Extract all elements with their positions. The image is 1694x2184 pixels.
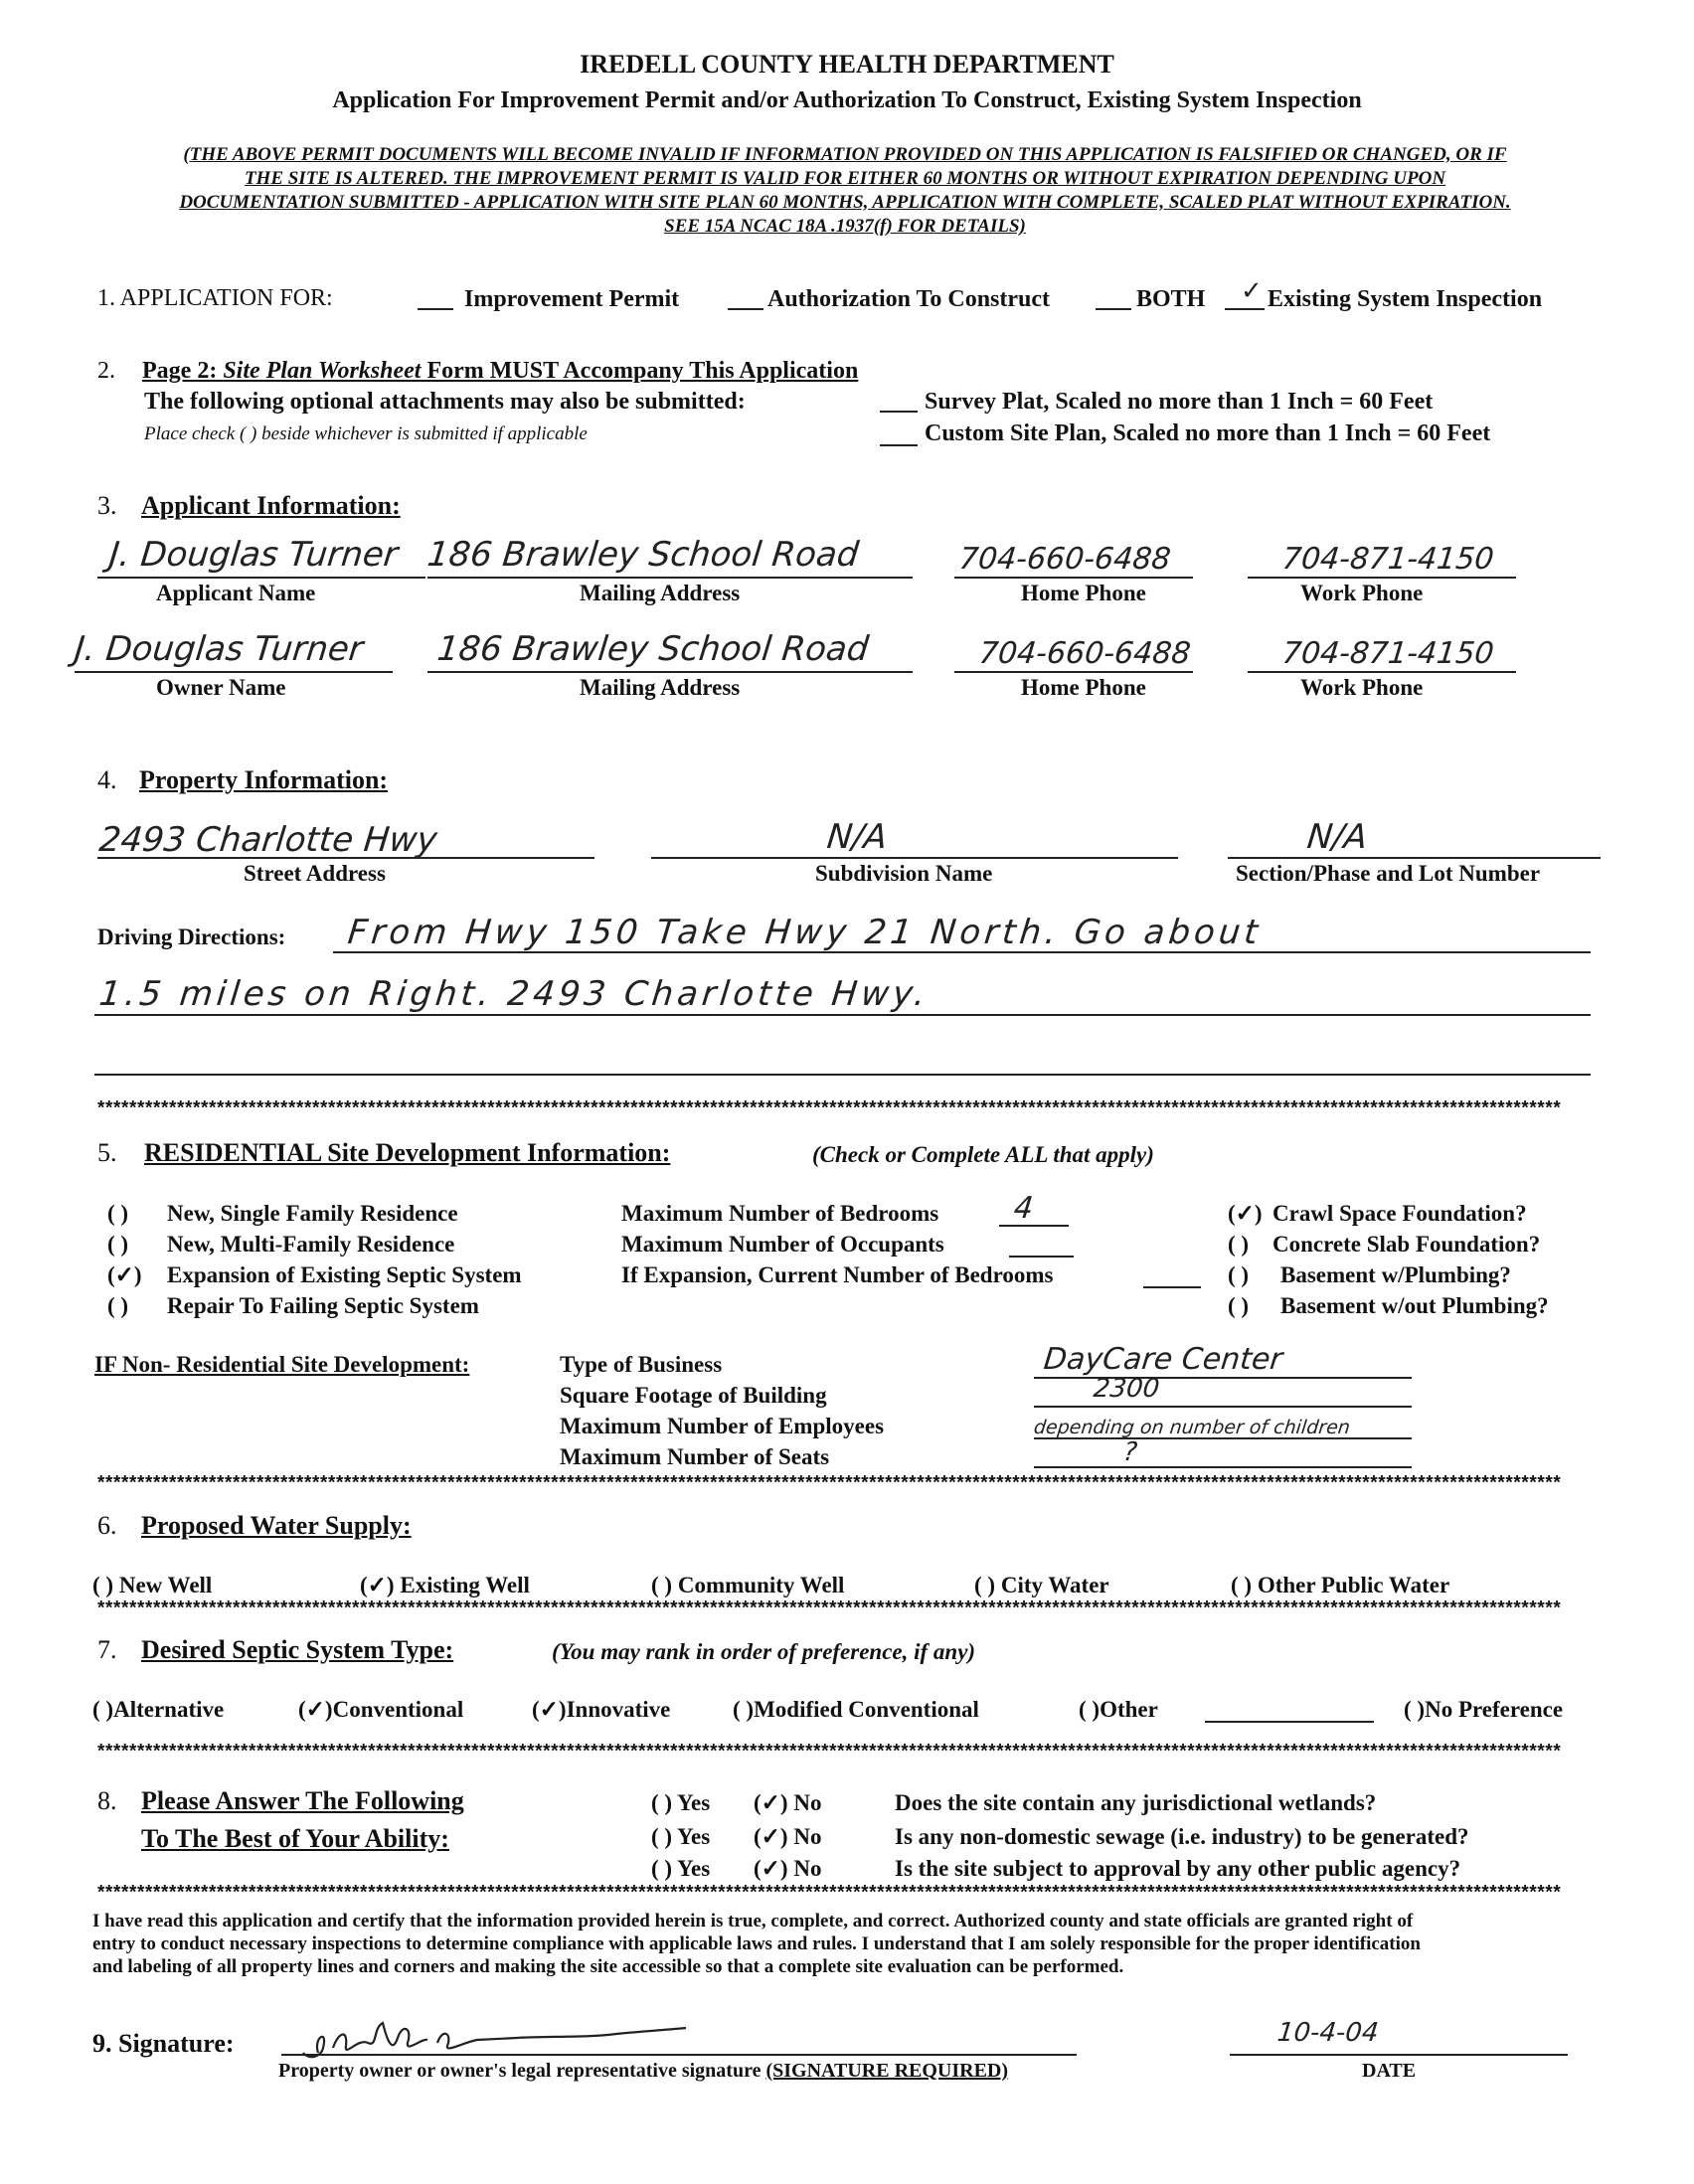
owner-work-phone-label: Work Phone bbox=[1300, 675, 1424, 700]
existing-well-option[interactable]: (✓) Existing Well bbox=[360, 1573, 530, 1597]
answer-following-title-2: To The Best of Your Ability: bbox=[141, 1824, 449, 1853]
section-7-number: 7. bbox=[97, 1635, 117, 1664]
application-for-label: 1. APPLICATION FOR: bbox=[97, 285, 333, 311]
max-employees-value[interactable]: depending on number of children bbox=[1032, 1417, 1352, 1438]
multi-family-check[interactable]: ( ) bbox=[107, 1232, 129, 1257]
applicant-name-label: Applicant Name bbox=[156, 581, 316, 605]
existing-inspection-blank[interactable] bbox=[1225, 308, 1265, 310]
wetlands-no[interactable]: (✓) No bbox=[754, 1790, 822, 1815]
disclaimer-line-4: SEE 15A NCAC 18A .1937(f) FOR DETAILS) bbox=[664, 216, 1026, 237]
certification-line-2: entry to conduct necessary inspections to determine compliance with applicable laws and rules. I understand that I am solely responsible for the proper identification bbox=[92, 1933, 1421, 1954]
existing-inspection-option: Existing System Inspection bbox=[1268, 286, 1543, 312]
both-option: BOTH bbox=[1136, 286, 1206, 312]
sewage-question: Is any non-domestic sewage (i.e. industry) to be generated? bbox=[895, 1824, 1469, 1849]
owner-address-value[interactable]: 186 Brawley School Road bbox=[434, 629, 871, 669]
max-employees-label: Maximum Number of Employees bbox=[560, 1414, 885, 1438]
owner-address-label: Mailing Address bbox=[580, 675, 741, 700]
directions-line-1 bbox=[333, 951, 1591, 953]
applicant-name-line bbox=[97, 577, 425, 579]
wetlands-question: Does the site contain any jurisdictional wetlands? bbox=[895, 1790, 1377, 1815]
separator-3: **************************************************************************************************************************************************************************************** bbox=[95, 1598, 1560, 1620]
max-bedrooms-value[interactable]: 4 bbox=[1012, 1191, 1035, 1226]
subdivision-line bbox=[651, 857, 1178, 859]
disclaimer-line-3: DOCUMENTATION SUBMITTED - APPLICATION WITH SITE PLAN 60 MONTHS, APPLICATION WITH COMPLETE, SCALED PLAT WITHOUT EXPIRATION. bbox=[179, 192, 1511, 213]
wetlands-yes[interactable]: ( ) Yes bbox=[651, 1790, 711, 1815]
max-bedrooms-label: Maximum Number of Bedrooms bbox=[621, 1201, 939, 1226]
owner-name-line bbox=[75, 671, 393, 673]
separator-5: **************************************************************************************************************************************************************************************** bbox=[95, 1883, 1560, 1905]
square-footage-line bbox=[1034, 1406, 1412, 1408]
expansion-label: Expansion of Existing Septic System bbox=[167, 1262, 522, 1287]
septic-type-note: (You may rank in order of preference, if any) bbox=[552, 1639, 976, 1664]
street-address-line bbox=[97, 857, 594, 859]
property-info-title: Property Information: bbox=[139, 765, 389, 794]
applicant-work-phone-line bbox=[1248, 577, 1516, 579]
page-title: IREDELL COUNTY HEALTH DEPARTMENT bbox=[580, 50, 1114, 79]
max-employees-line bbox=[1034, 1437, 1412, 1439]
applicant-address-line bbox=[427, 577, 913, 579]
max-seats-line bbox=[1034, 1466, 1412, 1468]
other-septic-blank[interactable] bbox=[1205, 1721, 1374, 1723]
street-address-label: Street Address bbox=[244, 861, 386, 886]
conventional-option[interactable]: (✓)Conventional bbox=[298, 1697, 464, 1722]
innovative-option[interactable]: (✓)Innovative bbox=[532, 1697, 671, 1722]
basement-plumbing-check[interactable]: ( ) bbox=[1228, 1262, 1250, 1287]
max-seats-label: Maximum Number of Seats bbox=[560, 1444, 830, 1469]
septic-type-title: Desired Septic System Type: bbox=[141, 1635, 454, 1664]
slab-check[interactable]: ( ) bbox=[1228, 1232, 1250, 1257]
max-occupants-line[interactable] bbox=[1009, 1256, 1074, 1258]
authorization-option: Authorization To Construct bbox=[767, 286, 1051, 312]
section-lot-value[interactable]: N/A bbox=[1304, 817, 1370, 857]
applicant-name-value[interactable]: J. Douglas Turner bbox=[106, 535, 400, 575]
signature-label: 9. Signature: bbox=[92, 2029, 235, 2058]
multi-family-label: New, Multi-Family Residence bbox=[167, 1232, 455, 1257]
directions-line-2-value[interactable]: 1.5 miles on Right. 2493 Charlotte Hwy. bbox=[96, 974, 932, 1014]
signature-caption: Property owner or owner's legal representative signature (SIGNATURE REQUIRED) bbox=[278, 2060, 1009, 2082]
applicant-info-title: Applicant Information: bbox=[141, 491, 401, 520]
basement-no-plumbing-check[interactable]: ( ) bbox=[1228, 1293, 1250, 1318]
owner-work-phone-value[interactable]: 704-871-4150 bbox=[1280, 636, 1496, 671]
type-of-business-value[interactable]: DayCare Center bbox=[1042, 1342, 1284, 1377]
repair-check[interactable]: ( ) bbox=[107, 1293, 129, 1318]
driving-directions-label: Driving Directions: bbox=[97, 924, 286, 949]
date-line bbox=[1230, 2054, 1568, 2056]
current-bedrooms-label: If Expansion, Current Number of Bedrooms bbox=[621, 1262, 1054, 1287]
custom-site-plan-option: Custom Site Plan, Scaled no more than 1 Inch = 60 Feet bbox=[925, 420, 1491, 446]
other-public-water-option[interactable]: ( ) Other Public Water bbox=[1231, 1573, 1450, 1597]
section-8-number: 8. bbox=[97, 1786, 117, 1815]
certification-line-3: and labeling of all property lines and corners and making the site accessible so that a complete site evaluation can be performed. bbox=[92, 1956, 1124, 1977]
square-footage-value[interactable]: 2300 bbox=[1092, 1374, 1161, 1404]
applicant-address-label: Mailing Address bbox=[580, 581, 741, 605]
modified-conventional-option[interactable]: ( )Modified Conventional bbox=[733, 1697, 979, 1722]
disclaimer-line-2: THE SITE IS ALTERED. THE IMPROVEMENT PERMIT IS VALID FOR EITHER 60 MONTHS OR WITHOUT EXPIRATION DEPENDING UPON bbox=[244, 168, 1446, 189]
survey-plat-option: Survey Plat, Scaled no more than 1 Inch = 60 Feet bbox=[925, 389, 1434, 415]
residential-note: (Check or Complete ALL that apply) bbox=[812, 1142, 1154, 1167]
section-4-number: 4. bbox=[97, 765, 117, 794]
directions-line-1-value[interactable]: From Hwy 150 Take Hwy 21 North. Go about bbox=[345, 913, 1264, 952]
expansion-check[interactable]: (✓) bbox=[107, 1262, 142, 1287]
directions-line-3[interactable] bbox=[94, 1074, 1591, 1076]
square-footage-label: Square Footage of Building bbox=[560, 1383, 827, 1408]
existing-inspection-check[interactable]: ✓ bbox=[1241, 276, 1263, 305]
type-of-business-label: Type of Business bbox=[560, 1352, 723, 1377]
basement-plumbing-label: Basement w/Plumbing? bbox=[1280, 1262, 1511, 1287]
non-residential-label: IF Non- Residential Site Development: bbox=[94, 1352, 470, 1377]
optional-attachments-text: The following optional attachments may also be submitted: bbox=[144, 389, 746, 415]
owner-work-phone-line bbox=[1248, 671, 1516, 673]
water-supply-title: Proposed Water Supply: bbox=[141, 1511, 412, 1540]
separator-4: **************************************************************************************************************************************************************************************** bbox=[95, 1742, 1560, 1764]
single-family-label: New, Single Family Residence bbox=[167, 1201, 458, 1226]
separator-2: **************************************************************************************************************************************************************************************** bbox=[95, 1473, 1560, 1495]
subdivision-label: Subdivision Name bbox=[815, 861, 993, 886]
sewage-no[interactable]: (✓) No bbox=[754, 1824, 822, 1849]
current-bedrooms-line[interactable] bbox=[1143, 1286, 1201, 1288]
alternative-option[interactable]: ( )Alternative bbox=[92, 1697, 225, 1722]
answer-following-title-1: Please Answer The Following bbox=[141, 1786, 464, 1815]
section-2-number: 2. bbox=[97, 358, 115, 384]
basement-no-plumbing-label: Basement w/out Plumbing? bbox=[1280, 1293, 1549, 1318]
no-preference-option[interactable]: ( )No Preference bbox=[1404, 1697, 1564, 1722]
sewage-yes[interactable]: ( ) Yes bbox=[651, 1824, 711, 1849]
subdivision-value[interactable]: N/A bbox=[824, 817, 890, 857]
street-address-value[interactable]: 2493 Charlotte Hwy bbox=[96, 820, 439, 860]
max-seats-value[interactable]: ? bbox=[1121, 1437, 1139, 1467]
type-of-business-line bbox=[1034, 1377, 1412, 1379]
slab-label: Concrete Slab Foundation? bbox=[1272, 1232, 1541, 1257]
place-check-note: Place check ( ) beside whichever is submitted if applicable bbox=[144, 423, 588, 444]
section-lot-label: Section/Phase and Lot Number bbox=[1236, 861, 1541, 886]
custom-site-plan-blank[interactable] bbox=[880, 444, 918, 446]
single-family-check[interactable]: ( ) bbox=[107, 1201, 129, 1226]
community-well-option[interactable]: ( ) Community Well bbox=[651, 1573, 845, 1597]
signature-line bbox=[281, 2054, 1077, 2056]
owner-home-phone-line bbox=[954, 671, 1193, 673]
residential-title: RESIDENTIAL Site Development Information: bbox=[144, 1138, 671, 1167]
section-lot-line bbox=[1228, 857, 1601, 859]
authorization-blank[interactable] bbox=[728, 308, 763, 310]
applicant-work-phone-label: Work Phone bbox=[1300, 581, 1424, 605]
applicant-work-phone-value[interactable]: 704-871-4150 bbox=[1280, 542, 1496, 577]
new-well-option[interactable]: ( ) New Well bbox=[92, 1573, 213, 1597]
both-blank[interactable] bbox=[1096, 308, 1131, 310]
other-option[interactable]: ( )Other bbox=[1079, 1697, 1158, 1722]
section-5-number: 5. bbox=[97, 1138, 117, 1167]
owner-address-line bbox=[427, 671, 913, 673]
applicant-home-phone-label: Home Phone bbox=[1021, 581, 1146, 605]
separator-1: **************************************************************************************************************************************************************************************** bbox=[95, 1098, 1560, 1120]
improvement-permit-blank[interactable] bbox=[418, 308, 453, 310]
max-bedrooms-line bbox=[999, 1225, 1069, 1227]
certification-line-1: I have read this application and certify that the information provided herein is true, complete, and correct. Authorized county and state officials are granted right of bbox=[92, 1911, 1414, 1932]
disclaimer-line-1: (THE ABOVE PERMIT DOCUMENTS WILL BECOME INVALID IF INFORMATION PROVIDED ON THIS APPLICATION IS FALSIFIED OR CHANGED, OR IF bbox=[183, 144, 1507, 165]
section-3-number: 3. bbox=[97, 491, 117, 520]
max-occupants-label: Maximum Number of Occupants bbox=[621, 1232, 944, 1257]
crawl-space-label: Crawl Space Foundation? bbox=[1272, 1201, 1527, 1226]
page-subtitle: Application For Improvement Permit and/or Authorization To Construct, Existing System Inspection bbox=[332, 87, 1362, 113]
section-6-number: 6. bbox=[97, 1511, 117, 1540]
agency-no[interactable]: (✓) No bbox=[754, 1856, 822, 1881]
owner-name-value[interactable]: J. Douglas Turner bbox=[72, 629, 365, 669]
owner-name-label: Owner Name bbox=[156, 675, 286, 700]
applicant-home-phone-value[interactable]: 704-660-6488 bbox=[957, 542, 1173, 577]
date-value[interactable]: 10-4-04 bbox=[1275, 2018, 1381, 2048]
repair-label: Repair To Failing Septic System bbox=[167, 1293, 479, 1318]
applicant-home-phone-line bbox=[954, 577, 1193, 579]
city-water-option[interactable]: ( ) City Water bbox=[974, 1573, 1109, 1597]
directions-line-2 bbox=[94, 1014, 1591, 1016]
agency-question: Is the site subject to approval by any other public agency? bbox=[895, 1856, 1461, 1881]
improvement-permit-option: Improvement Permit bbox=[464, 286, 680, 312]
agency-yes[interactable]: ( ) Yes bbox=[651, 1856, 711, 1881]
date-label: DATE bbox=[1362, 2060, 1417, 2082]
owner-home-phone-value[interactable]: 704-660-6488 bbox=[977, 636, 1193, 671]
survey-plat-blank[interactable] bbox=[880, 411, 918, 413]
crawl-space-check[interactable]: (✓) bbox=[1228, 1201, 1263, 1226]
section-2-title: Page 2: Site Plan Worksheet Form MUST Accompany This Application bbox=[142, 358, 859, 384]
owner-home-phone-label: Home Phone bbox=[1021, 675, 1146, 700]
applicant-address-value[interactable]: 186 Brawley School Road bbox=[424, 535, 861, 575]
